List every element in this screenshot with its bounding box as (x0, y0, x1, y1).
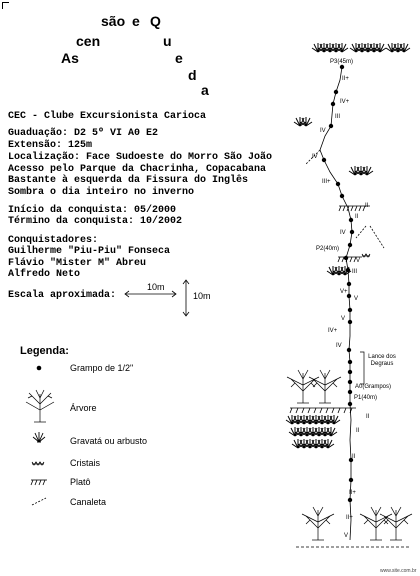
club-name: CEC - Clube Excursionista Carioca (8, 111, 207, 122)
length: Extensão: 125m (8, 140, 93, 151)
label-4: III (335, 114, 341, 120)
label-15: V (354, 296, 359, 302)
title-word-sao: são (101, 13, 126, 29)
ledges (290, 206, 370, 413)
conqueror-3: Alfredo Neto (8, 269, 81, 280)
label-p3: P3(45m) (330, 59, 354, 65)
topo-crystals (362, 254, 370, 257)
route-topo (270, 0, 420, 576)
label-3: IV+ (340, 99, 350, 105)
label-p1: P1(40m) (354, 395, 378, 401)
legend-icons (10, 360, 70, 520)
location: Localização: Face Sudoeste do Morro São João (8, 152, 273, 163)
label-18: IV (336, 343, 342, 349)
title-word-a: a (201, 82, 209, 98)
scale-label: Escala aproximada: (8, 290, 117, 301)
scale-h-label: 10m (147, 282, 165, 292)
title-word-u: u (163, 33, 172, 49)
title-word-as: As (61, 50, 79, 66)
title-word-e: e (132, 13, 140, 29)
label-25: II+ (346, 515, 353, 521)
label-p2: P2(40m) (316, 246, 340, 252)
label-a0: A0(Grampos) (355, 384, 392, 390)
label-24: II+ (349, 490, 356, 496)
crystals-icon (32, 462, 44, 465)
label-6: IV (312, 154, 318, 160)
conqueror-2: Flávio "Mister M" Abreu (8, 258, 147, 269)
title-word-e2: e (175, 50, 183, 66)
access-1: Acesso pelo Parque da Chacrinha, Copacabana (8, 164, 267, 175)
ledge-icon (31, 480, 47, 485)
label-21: II (366, 414, 370, 420)
legend-label-bush: Gravatá ou arbusto (70, 436, 148, 446)
bush-icon (33, 432, 45, 442)
route-bolts (322, 65, 354, 502)
label-7: III+ (322, 179, 331, 185)
legend-label-crystals: Cristais (70, 458, 101, 468)
topo-top-bushes (312, 43, 410, 52)
label-14: V+ (340, 289, 348, 295)
label-23: II (352, 454, 356, 460)
legend-label-bolt: Grampo de 1/2" (70, 363, 134, 373)
bolt-dot-icon (37, 366, 42, 371)
title-word-d: d (188, 67, 197, 83)
lance-bracket (360, 352, 364, 384)
conquerors-label: Conquistadores: (8, 235, 99, 246)
label-2: II+ (342, 76, 349, 82)
label-10: IV (340, 230, 346, 236)
label-12: V (356, 258, 361, 264)
legend-label-ledge: Platô (70, 477, 91, 487)
tree-icon (26, 390, 54, 422)
label-22: II (356, 428, 360, 434)
title-word-cen: cen (76, 33, 101, 49)
legend-label-tree: Árvore (70, 403, 97, 413)
lance-label: Lance dos Degraus (368, 354, 396, 367)
end-date: Término da conquista: 10/2002 (8, 216, 183, 227)
shade: Sombra o dia inteiro no inverno (8, 187, 195, 198)
label-5: IV (320, 128, 326, 134)
legend-label-gully: Canaleta (70, 497, 107, 507)
access-2: Bastante à esquerda da Fissura do Inglês (8, 175, 249, 186)
label-13: III (352, 269, 358, 275)
label-9: II (355, 214, 359, 220)
label-8: II (365, 203, 369, 209)
scale-v-label: 10m (193, 291, 211, 301)
gully-icon (32, 498, 46, 505)
label-17: IV+ (328, 328, 338, 334)
label-16: V (341, 316, 346, 322)
start-date: Início da conquista: 05/2000 (8, 205, 177, 216)
route-line (320, 67, 352, 540)
conqueror-1: Guilherme "Piu-Piu" Fonseca (8, 246, 171, 257)
legend-title: Legenda: (20, 345, 69, 357)
title-word-q: Q (150, 13, 161, 29)
label-26: V (344, 533, 349, 539)
footer-url: www.site.com.br (380, 568, 417, 574)
corner-mark (2, 2, 9, 9)
grade: Guaduação: D2 5º VI A0 E2 (8, 128, 159, 139)
